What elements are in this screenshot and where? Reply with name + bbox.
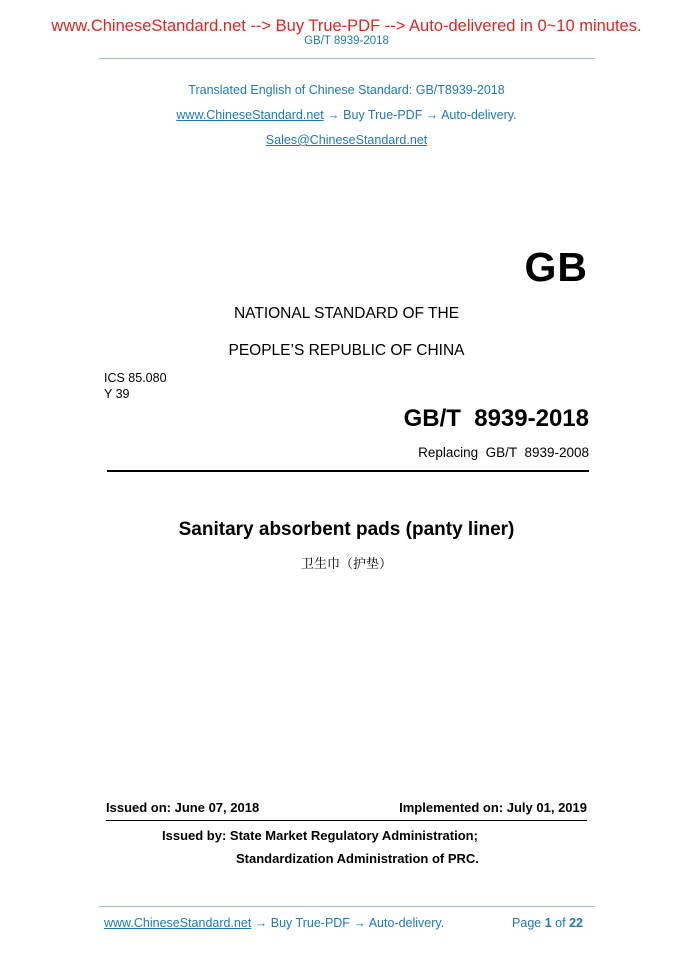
standard-number: GB/T 8939-2018	[403, 405, 589, 432]
translated-note: Translated English of Chinese Standard: GB/T8939-2018	[188, 83, 505, 97]
footer-divider	[99, 906, 595, 907]
page-indicator	[512, 916, 583, 930]
replacing-note: Replacing GB/T 8939-2008	[418, 445, 589, 460]
ics-code: ICS 85.080	[104, 371, 167, 385]
buy-line-text: → Buy True-PDF → Auto-delivery.	[323, 108, 517, 122]
footer-promo-text: → Buy True-PDF → Auto-delivery.	[251, 916, 445, 930]
national-standard-line2: PEOPLE’S REPUBLIC OF CHINA	[228, 342, 465, 359]
issued-date: Issued on: June 07, 2018	[106, 800, 260, 815]
implemented-date: Implemented on: July 01, 2019	[399, 800, 587, 815]
footer-promo	[104, 916, 444, 930]
title-divider	[107, 470, 589, 472]
national-standard-line1: NATIONAL STANDARD OF THE	[233, 305, 460, 322]
page-total: 22	[569, 916, 583, 930]
buy-line	[0, 108, 693, 122]
classification-block	[104, 370, 167, 402]
sales-email-link[interactable]: Sales@ChineseStandard.net	[265, 133, 428, 147]
class-code: Y 39	[104, 387, 130, 401]
header-doc-code: GB/T 8939-2018	[304, 35, 389, 47]
page-current: 1	[544, 916, 552, 930]
issued-by-line1: Issued by: State Market Regulatory Administration;	[162, 828, 478, 843]
sales-line	[0, 133, 693, 147]
document-title-chinese: 卫生巾（护垫）	[300, 557, 392, 572]
site-link[interactable]: www.ChineseStandard.net	[176, 108, 324, 122]
document-title: Sanitary absorbent pads (panty liner)	[178, 519, 515, 540]
header-divider	[99, 58, 595, 59]
promo-banner[interactable]: www.ChineseStandard.net --> Buy True-PDF --> Auto-delivered in 0~10 minutes.	[51, 17, 642, 35]
footer-site-link[interactable]: www.ChineseStandard.net	[104, 916, 252, 930]
gb-logo-mark: GB	[524, 244, 588, 290]
page-label: Page	[512, 916, 542, 930]
issued-by-line2: Standardization Administration of PRC.	[236, 851, 479, 866]
issue-divider	[106, 820, 587, 821]
page-of: of	[555, 916, 566, 930]
